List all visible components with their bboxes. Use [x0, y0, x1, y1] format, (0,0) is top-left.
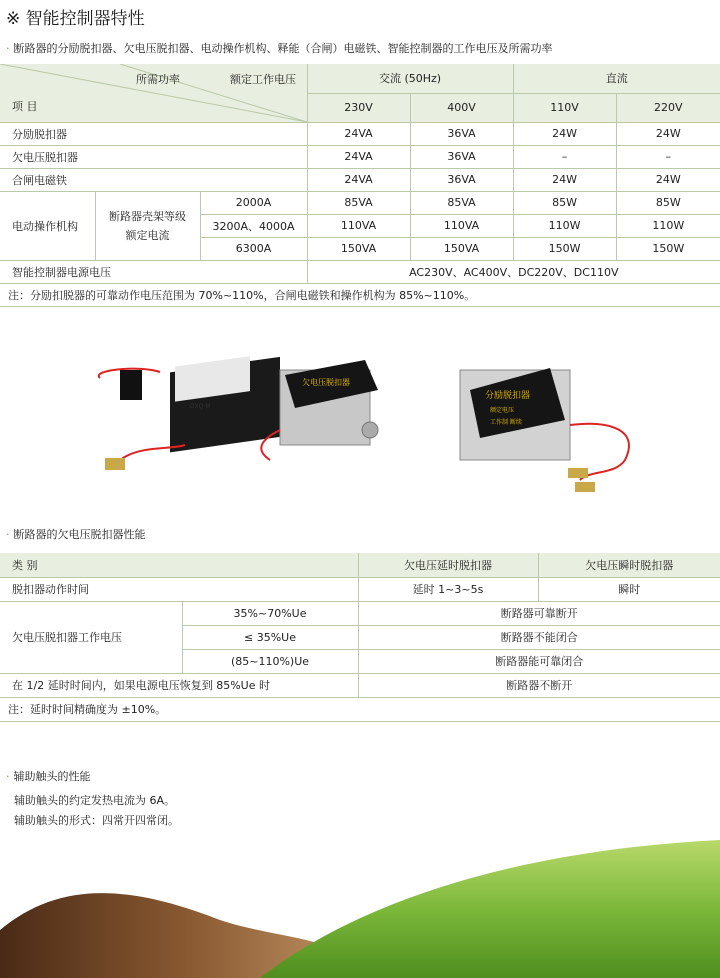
cell: 延时 1~3~5s — [358, 577, 538, 601]
section1-title — [6, 40, 553, 56]
table-row — [0, 577, 720, 601]
table-row — [0, 697, 720, 721]
voltage-label: 欠电压脱扣器工作电压 — [0, 601, 182, 673]
cell: (85~110%)Ue — [182, 649, 358, 673]
cell: 3200A、4000A — [200, 214, 307, 237]
table-row — [0, 673, 720, 697]
category-header: 类 别 — [0, 553, 358, 577]
section2-title — [6, 526, 146, 542]
table-row — [0, 283, 720, 306]
shunt-release-image — [460, 368, 629, 492]
cell: 6300A — [200, 237, 307, 260]
section2-note: 注：延时时间精确度为 ±10%。 — [0, 697, 720, 721]
table-row — [0, 191, 720, 214]
aux-line-1: 辅助触头的约定发热电流为 6A。 — [14, 794, 176, 807]
ac-header: 交流 (50Hz) — [307, 64, 513, 93]
device1-label: GXQ-M — [190, 404, 211, 410]
cell: 150W — [513, 237, 616, 260]
section1-title-text: 断路器的分励脱扣器、欠电压脱扣器、电动操作机构、释能（合闸）电磁铁、智能控制器的工作电压及所需功率 — [13, 42, 553, 55]
dc-110-header: 110V — [513, 93, 616, 122]
cell: 35%~70%Ue — [182, 601, 358, 625]
dc-220-header: 220V — [616, 93, 720, 122]
cell: 瞬时 — [538, 577, 720, 601]
cell: 150W — [616, 237, 720, 260]
frame-label-line1: 断路器壳架等级 — [109, 210, 186, 223]
table-row — [0, 122, 720, 145]
bullet-icon: · — [6, 770, 10, 783]
frame-label — [95, 191, 200, 260]
table-row — [0, 553, 720, 577]
aux-line-2: 辅助触头的形式：四常开四常闭。 — [14, 814, 179, 827]
cell: 24W — [513, 168, 616, 191]
voltage-label: 额定工作电压 — [230, 73, 296, 86]
section2-title-text: 断路器的欠电压脱扣器性能 — [13, 528, 146, 541]
cell: 110W — [513, 214, 616, 237]
cell: 2000A — [200, 191, 307, 214]
cell: 150VA — [410, 237, 513, 260]
section3-title — [6, 768, 91, 784]
cell: 断路器不能闭合 — [358, 625, 720, 649]
section1-note: 注：分励扣脱器的可靠动作电压范围为 70%~110%，合闸电磁铁和操作机构为 85%~110%。 — [0, 283, 720, 306]
cell: 24VA — [307, 122, 410, 145]
device3-sub2: 工作制 断续 — [490, 419, 522, 426]
cell: 断路器可靠断开 — [358, 601, 720, 625]
ac-230-header: 230V — [307, 93, 410, 122]
cell: 85VA — [410, 191, 513, 214]
table-row — [0, 168, 720, 191]
decorative-landscape — [0, 840, 720, 978]
item-label: 项 目 — [12, 100, 38, 113]
motor-name: 电动操作机构 — [0, 191, 95, 260]
cell: 36VA — [410, 145, 513, 168]
cell: 24VA — [307, 168, 410, 191]
cell: 85VA — [307, 191, 410, 214]
cell: 110VA — [410, 214, 513, 237]
action-time-label: 脱扣器动作时间 — [0, 577, 358, 601]
section3-title-text: 辅助触头的性能 — [13, 770, 91, 783]
controller-value: AC230V、AC400V、DC220V、DC110V — [307, 260, 720, 283]
power-table — [0, 64, 720, 307]
header-diagonal-cell — [0, 64, 307, 122]
cell: 24W — [513, 122, 616, 145]
row-name: 欠电压脱扣器 — [0, 145, 307, 168]
cell: – — [616, 145, 720, 168]
ac-400-header: 400V — [410, 93, 513, 122]
table-row — [0, 145, 720, 168]
cell: – — [513, 145, 616, 168]
cell: 110VA — [307, 214, 410, 237]
cell: 24VA — [307, 145, 410, 168]
cell: 断路器能可靠闭合 — [358, 649, 720, 673]
recover-label: 在 1/2 延时时间内，如果电源电压恢复到 85%Ue 时 — [0, 673, 358, 697]
cell: ≤ 35%Ue — [182, 625, 358, 649]
frame-label-line2: 额定电流 — [125, 229, 170, 242]
cell: 36VA — [410, 122, 513, 145]
dc-header: 直流 — [513, 64, 720, 93]
cell: 85W — [616, 191, 720, 214]
product-photos — [80, 350, 680, 510]
page-title: ※ 智能控制器特性 — [6, 9, 145, 29]
row-name: 分励脱扣器 — [0, 122, 307, 145]
cell: 断路器不断开 — [358, 673, 720, 697]
undervoltage-table — [0, 553, 720, 722]
cell: 150VA — [307, 237, 410, 260]
device3-label: 分励脱扣器 — [485, 391, 531, 401]
bullet-icon: · — [6, 528, 10, 541]
delay-header: 欠电压延时脱扣器 — [358, 553, 538, 577]
cell: 36VA — [410, 168, 513, 191]
device2-label: 欠电压脱扣器 — [302, 378, 350, 387]
table-row — [0, 260, 720, 283]
power-label: 所需功率 — [136, 73, 180, 86]
bullet-icon: · — [6, 42, 10, 55]
cell: 24W — [616, 122, 720, 145]
cell: 110W — [616, 214, 720, 237]
cell: 85W — [513, 191, 616, 214]
instant-header: 欠电压瞬时脱扣器 — [538, 553, 720, 577]
controller-name: 智能控制器电源电压 — [0, 260, 307, 283]
controller-device-image — [99, 356, 280, 470]
cell: 24W — [616, 168, 720, 191]
table-row — [0, 601, 720, 625]
row-name: 合闸电磁铁 — [0, 168, 307, 191]
device3-sub: 额定电压 — [490, 407, 515, 414]
